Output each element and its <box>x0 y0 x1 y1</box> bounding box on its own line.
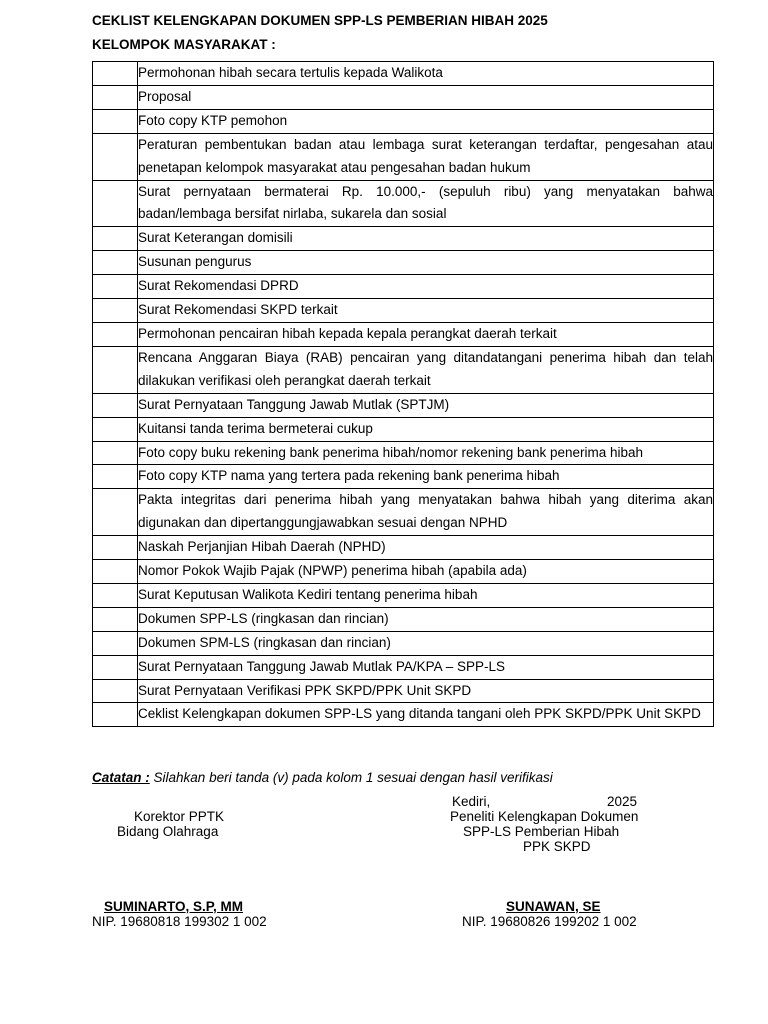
left-signer-role: Korektor PPTK <box>134 809 225 824</box>
check-box-cell[interactable] <box>93 655 138 679</box>
signature-place: Kediri, <box>452 794 491 809</box>
checklist-item-text: Surat Keputusan Walikota Kediri tentang penerima hibah <box>138 583 714 607</box>
note-label: Catatan : <box>92 770 150 785</box>
checklist-item-text: Nomor Pokok Wajib Pajak (NPWP) penerima hibah (apabila ada) <box>138 560 714 584</box>
check-box-cell[interactable] <box>93 251 138 275</box>
left-signer-name: SUMINARTO, S.P, MM <box>104 899 244 914</box>
check-box-cell[interactable] <box>93 133 138 180</box>
checklist-item-text: Permohonan hibah secara tertulis kepada Walikota <box>138 62 714 86</box>
checklist-row <box>93 417 714 441</box>
check-box-cell[interactable] <box>93 417 138 441</box>
checklist-item-text: Surat Pernyataan Tanggung Jawab Mutlak (SPTJM) <box>138 393 714 417</box>
checklist-item-text: Surat Rekomendasi SKPD terkait <box>138 299 714 323</box>
checklist-item-text: Ceklist Kelengkapan dokumen SPP-LS yang ditanda tangani oleh PPK SKPD/PPK Unit SKPD <box>138 703 714 727</box>
right-signer-role-line1: Peneliti Kelengkapan Dokumen <box>450 809 639 824</box>
checklist-item-text: Permohonan pencairan hibah kepada kepala perangkat daerah terkait <box>138 322 714 346</box>
checklist-item-text: Dokumen SPP-LS (ringkasan dan rincian) <box>138 607 714 631</box>
checklist-table <box>92 61 714 727</box>
checklist-row <box>93 180 714 227</box>
check-box-cell[interactable] <box>93 536 138 560</box>
check-box-cell[interactable] <box>93 227 138 251</box>
check-box-cell[interactable] <box>93 631 138 655</box>
check-box-cell[interactable] <box>93 607 138 631</box>
checklist-row <box>93 703 714 727</box>
right-signer-role-line2: SPP-LS Pemberian Hibah <box>463 824 620 839</box>
right-signer-name: SUNAWAN, SE <box>506 899 601 914</box>
checklist-row <box>93 322 714 346</box>
checklist-item-text: Surat Pernyataan Verifikasi PPK SKPD/PPK Unit SKPD <box>138 679 714 703</box>
checklist-item-text: Susunan pengurus <box>138 251 714 275</box>
check-box-cell[interactable] <box>93 275 138 299</box>
checklist-row <box>93 465 714 489</box>
check-box-cell[interactable] <box>93 85 138 109</box>
checklist-row <box>93 109 714 133</box>
check-box-cell[interactable] <box>93 62 138 86</box>
check-box-cell[interactable] <box>93 299 138 323</box>
checklist-item-text: Dokumen SPM-LS (ringkasan dan rincian) <box>138 631 714 655</box>
checklist-item-text: Foto copy KTP pemohon <box>138 109 714 133</box>
document-title: CEKLIST KELENGKAPAN DOKUMEN SPP-LS PEMBERIAN HIBAH 2025 <box>92 13 548 28</box>
checklist-row <box>93 441 714 465</box>
checklist-item-text: Rencana Anggaran Biaya (RAB) pencairan yang ditandatangani penerima hibah dan telah dilakukan verifikasi oleh perangkat daerah terkait <box>138 346 714 393</box>
check-box-cell[interactable] <box>93 180 138 227</box>
checklist-row <box>93 489 714 536</box>
checklist-item-text: Surat pernyataan bermaterai Rp. 10.000,- (sepuluh ribu) yang menyatakan bahwa badan/lembaga bersifat nirlaba, sukarela dan sosial <box>138 180 714 227</box>
checklist-item-text: Foto copy KTP nama yang tertera pada rekening bank penerima hibah <box>138 465 714 489</box>
checklist-row <box>93 227 714 251</box>
check-box-cell[interactable] <box>93 489 138 536</box>
check-box-cell[interactable] <box>93 346 138 393</box>
checklist-row <box>93 346 714 393</box>
left-signer-unit: Bidang Olahraga <box>117 824 219 839</box>
left-signer-nip: NIP. 19680818 199302 1 002 <box>92 914 267 929</box>
checklist-row <box>93 583 714 607</box>
check-box-cell[interactable] <box>93 560 138 584</box>
checklist-row <box>93 85 714 109</box>
checklist-item-text: Peraturan pembentukan badan atau lembaga surat keterangan terdaftar, pengesahan atau penetapan kelompok masyarakat atau pengesahan badan hukum <box>138 133 714 180</box>
check-box-cell[interactable] <box>93 441 138 465</box>
checklist-item-text: Surat Rekomendasi DPRD <box>138 275 714 299</box>
check-box-cell[interactable] <box>93 679 138 703</box>
check-box-cell[interactable] <box>93 465 138 489</box>
signature-year: 2025 <box>607 794 638 809</box>
note-text: Silahkan beri tanda (v) pada kolom 1 sesuai dengan hasil verifikasi <box>153 770 553 785</box>
checklist-row <box>93 560 714 584</box>
checklist-row <box>93 275 714 299</box>
checklist-row <box>93 133 714 180</box>
check-box-cell[interactable] <box>93 583 138 607</box>
checklist-row <box>93 251 714 275</box>
check-box-cell[interactable] <box>93 322 138 346</box>
checklist-item-text: Foto copy buku rekening bank penerima hibah/nomor rekening bank penerima hibah <box>138 441 714 465</box>
checklist-item-text: Proposal <box>138 85 714 109</box>
right-signer-role-line3: PPK SKPD <box>523 839 591 854</box>
checklist-row <box>93 631 714 655</box>
checklist-row <box>93 393 714 417</box>
checklist-row <box>93 607 714 631</box>
checklist-row <box>93 62 714 86</box>
checklist-item-text: Surat Pernyataan Tanggung Jawab Mutlak PA/KPA – SPP-LS <box>138 655 714 679</box>
note <box>92 770 553 785</box>
check-box-cell[interactable] <box>93 703 138 727</box>
right-signer-nip: NIP. 19680826 199202 1 002 <box>462 914 637 929</box>
checklist-row <box>93 299 714 323</box>
checklist-row <box>93 536 714 560</box>
checklist-row <box>93 679 714 703</box>
group-label: KELOMPOK MASYARAKAT : <box>92 37 276 52</box>
check-box-cell[interactable] <box>93 109 138 133</box>
checklist-item-text: Naskah Perjanjian Hibah Daerah (NPHD) <box>138 536 714 560</box>
checklist-item-text: Pakta integritas dari penerima hibah yang menyatakan bahwa hibah yang diterima akan digunakan dan dipertanggungjawabkan sesuai dengan NPHD <box>138 489 714 536</box>
checklist-item-text: Kuitansi tanda terima bermeterai cukup <box>138 417 714 441</box>
checklist-row <box>93 655 714 679</box>
checklist-item-text: Surat Keterangan domisili <box>138 227 714 251</box>
check-box-cell[interactable] <box>93 393 138 417</box>
